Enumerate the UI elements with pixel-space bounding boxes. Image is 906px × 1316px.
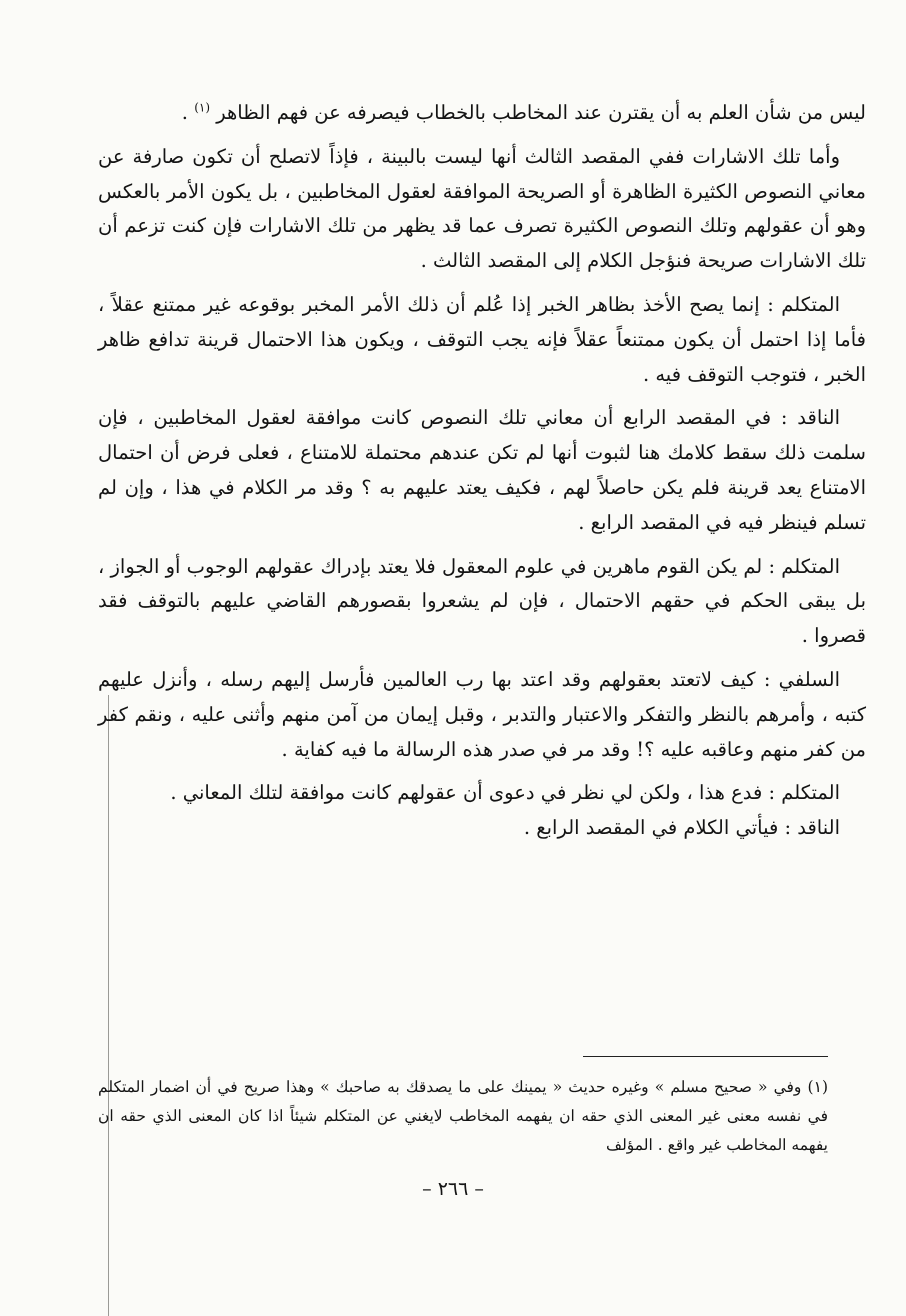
paragraph-text: فدع هذا ، ولكن لي نظر في دعوى أن عقولهم كانت موافقة لتلك المعاني . — [170, 781, 763, 805]
footnote-reference: (١) — [194, 100, 211, 115]
paragraph-2 — [98, 140, 866, 279]
paragraph-text: لم يكن القوم ماهرين في علوم المعقول فلا يعتد بإدراك عقولهم الوجوب أو الجواز ، بل يبقى الحكم في حقهم الاحتمال ، فإن لم يشعروا بقصورهم القاضي عليهم بالتوقف فقد قصروا . — [98, 554, 866, 648]
footnote-marker: (١) — [807, 1078, 828, 1096]
page-number: – ٢٦٦ – — [422, 1178, 484, 1200]
paragraph-text: كيف لاتعتد بعقولهم وقد اعتد بها رب العالمين فأرسل إليهم رسله ، وأنزل عليهم كتبه ، وأمرهم بالنظر والتفكر والاعتبار والتدبر ، وقبل إيمان من آمن منهم وأثنى عليه ، ونقم كفر من كفر منهم وعاقبه عليه ؟! وقد مر في صدر هذه الرسالة ما فيه كفاية . — [98, 667, 866, 761]
paragraph-text: فيأتي الكلام في المقصد الرابع . — [523, 816, 779, 840]
footnote-separator — [583, 1056, 828, 1057]
paragraph-text: ليس من شأن العلم به أن يقترن عند المخاطب بالخطاب فيصرفه عن فهم الظاهر — [216, 101, 866, 124]
body-text — [98, 96, 866, 846]
speaker-label: المتكلم : — [768, 554, 840, 578]
speaker-label: الناقد : — [780, 406, 841, 430]
paragraph-7 — [98, 776, 866, 811]
paragraph-1 — [98, 96, 866, 131]
footnote-text: وفي « صحيح مسلم » وغيره حديث « يمينك على ما يصدقك به صاحبك » وهذا صريح في أن اضمار المتكلم في نفسه معنى غير المعنى الذي حقه ان يفهمه المخاطب لايغني عن المتكلم شيئاً اذا كان المعنى الذي حقه ان يفهمه المخاطب غير واقع . المؤلف — [98, 1078, 828, 1154]
paragraph-text: وأما تلك الاشارات ففي المقصد الثالث أنها ليست بالبينة ، فإذاً لاتصلح أن تكون صارفة عن معاني النصوص الكثيرة الظاهرة أو الصريحة الموافقة لعقول المخاطبين ، بل يكون الأمر بالعكس وهو أن عقولهم وتلك النصوص الكثيرة تصرف عما قد يظهر من تلك الاشارات فإن كنت تزعم أن تلك الاشارات صريحة فنؤجل الكلام إلى المقصد الثالث . — [98, 144, 866, 273]
paragraph-text: إنما يصح الأخذ بظاهر الخبر إذا عُلم أن ذلك الأمر المخبر بوقوعه غير ممتنع عقلاً ، فأما إذا احتمل أن يكون ممتنعاً عقلاً فإنه يجب التوقف ، ويكون هذا الاحتمال قرينة تدافع ظاهر الخبر ، فتوجب التوقف فيه . — [98, 292, 866, 386]
paragraph-text: في المقصد الرابع أن معاني تلك النصوص كانت موافقة لعقول المخاطبين ، فإن سلمت ذلك سقط كلامك هنا لثبوت أنها لم تكن عندهم محتملة للامتناع ، فعلى فرض أن احتمال الامتناع يعد قرينة فلم يكن حاصلاً لهم ، فكيف يعتد عليهم به ؟ وقد مر الكلام في هذا ، وإن لم تسلم فينظر فيه في المقصد الرابع . — [98, 406, 866, 534]
speaker-label: المتكلم : — [768, 781, 840, 805]
footnotes — [98, 1073, 828, 1160]
speaker-label: السلفي : — [763, 667, 840, 691]
paragraph-3 — [98, 288, 866, 392]
paragraph-4 — [98, 401, 866, 540]
paragraph-6 — [98, 663, 866, 767]
footnote-1 — [98, 1073, 828, 1160]
speaker-label: المتكلم : — [767, 292, 840, 316]
paragraph-8 — [98, 811, 866, 846]
speaker-label: الناقد : — [784, 816, 840, 840]
paragraph-tail: . — [181, 101, 188, 124]
paragraph-5 — [98, 550, 866, 654]
